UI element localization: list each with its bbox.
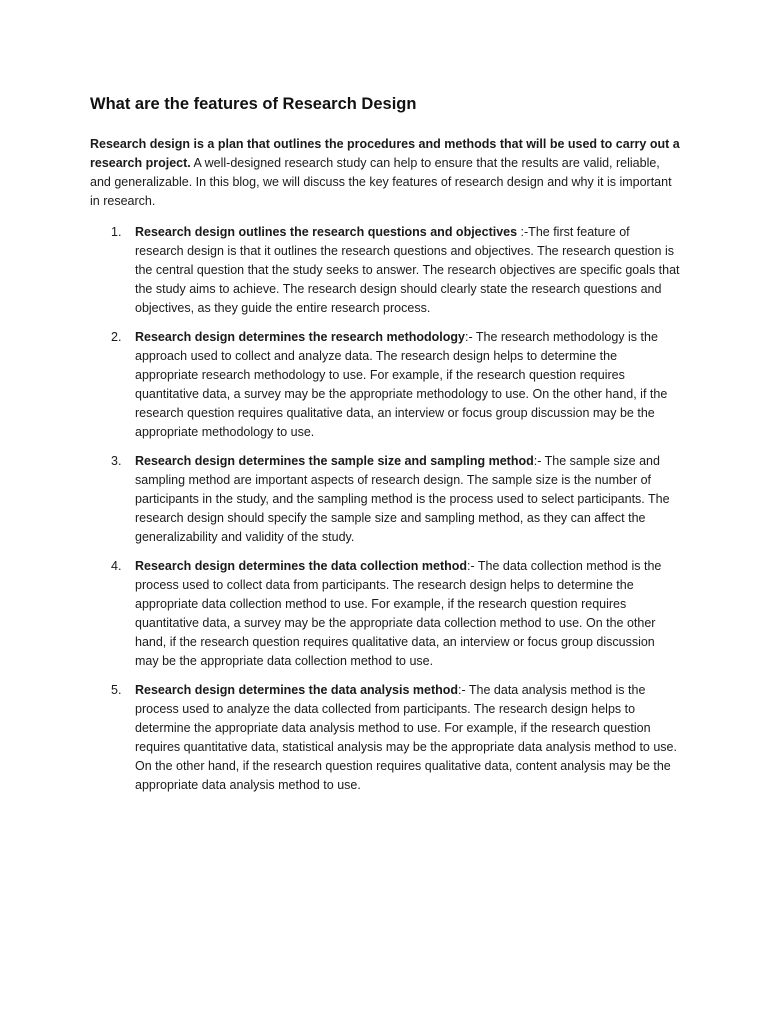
list-item-text: :- The sample size and sampling method are important aspects of research design. The sample size is the number of participants in the study, and the sampling method is the process used to select participants. The research design should specify the sample size and sampling method, as they can affect the generalizability and validity of the study. (135, 454, 670, 544)
list-item-text: :- The data analysis method is the process used to analyze the data collected from participants. The research design helps to determine the appropriate data analysis method to use. For example, if the research question requires quantitative data, statistical analysis may be the appropriate data analysis method to use. On the other hand, if the research question requires qualitative data, content analysis may be the appropriate data analysis method to use. (135, 683, 677, 792)
list-item-number: 2. (111, 330, 122, 344)
list-item-text: :-The first feature of research design is that it outlines the research questions and objectives. The research question is the central question that the study seeks to answer. The research objectives are specific goals that the study aims to achieve. The research design should clearly state the research questions and objectives, as they guide the entire research process. (135, 225, 680, 315)
list-item-number: 1. (111, 225, 122, 239)
list-item (111, 557, 680, 671)
document-title: What are the features of Research Design (90, 95, 417, 113)
list-item-number: 3. (111, 454, 122, 468)
list-item-term: Research design determines the research methodology (135, 330, 465, 344)
list-item (111, 452, 680, 547)
list-item-term: Research design determines the data analysis method (135, 683, 459, 697)
intro-bold-text: Research design is a plan that outlines the procedures and methods that will be used to carry out a research project. (90, 137, 680, 170)
list-item (111, 328, 680, 442)
list-item-term: Research design outlines the research questions and objectives (135, 225, 518, 239)
list-item-number: 4. (111, 559, 122, 573)
list-item-term: Research design determines the data collection method (135, 559, 468, 573)
list-item (111, 681, 680, 795)
features-list (90, 223, 688, 795)
list-item-number: 5. (111, 683, 122, 697)
list-item-term: Research design determines the sample size and sampling method (135, 454, 534, 468)
list-item-text: :- The data collection method is the process used to collect data from participants. The research design helps to determine the appropriate data collection method to use. For example, if the research question requires quantitative data, a survey may be the appropriate data collection method to use. On the other hand, if the research question requires qualitative data, an interview or focus group discussion may be the appropriate data collection method to use. (135, 559, 662, 668)
intro-paragraph (90, 135, 680, 211)
intro-text: A well-designed research study can help to ensure that the results are valid, reliable, and generalizable. In this blog, we will discuss the key features of research design and why it is important in research. (90, 156, 672, 208)
list-item (111, 223, 680, 318)
list-item-text: :- The research methodology is the approach used to collect and analyze data. The research design helps to determine the appropriate research methodology to use. For example, if the research question requires quantitative data, a survey may be the appropriate methodology to use. On the other hand, if the research question requires qualitative data, an interview or focus group discussion may be the appropriate methodology to use. (135, 330, 668, 439)
